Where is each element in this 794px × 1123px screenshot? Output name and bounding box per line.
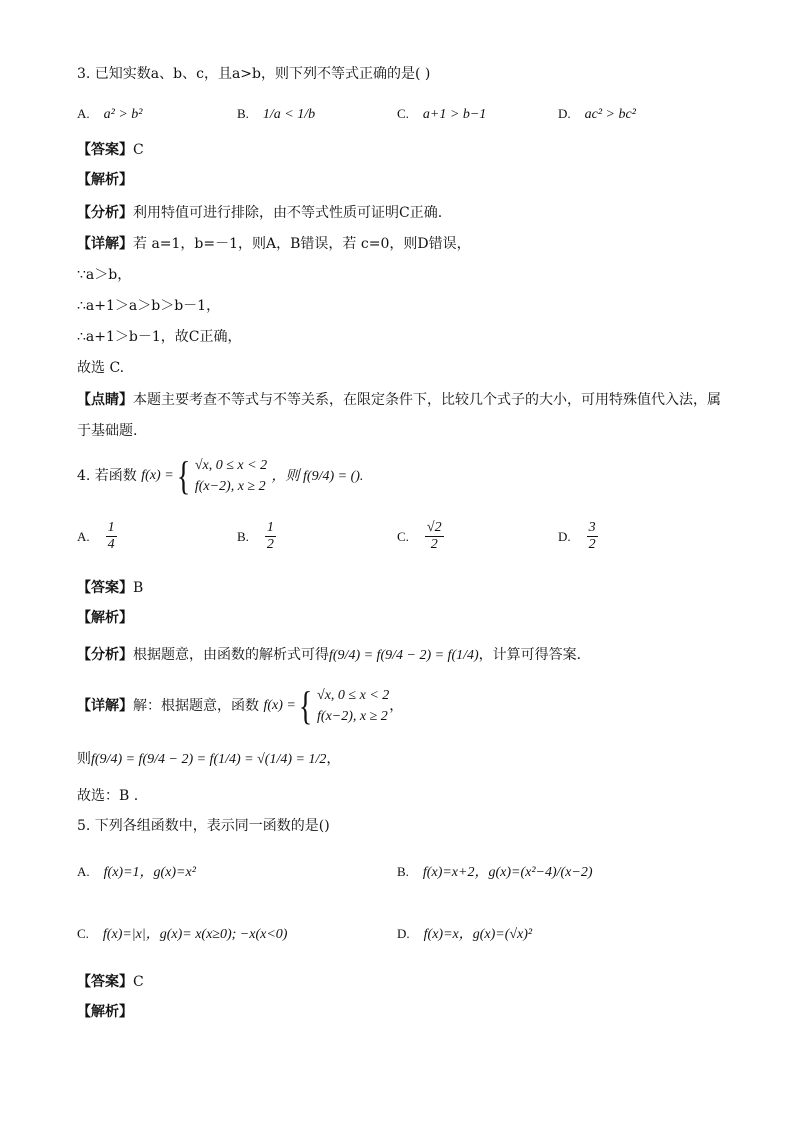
q3-dianjing: 【点睛】本题主要考查不等式与不等关系，在限定条件下，比较几个式子的大小，可用特殊值代入法，属	[77, 392, 721, 408]
q4-piecewise: f(x) = { √x, 0 ≤ x < 2 f(x−2), x ≥ 2	[141, 453, 268, 498]
q3-option-a: A. a² > b²	[77, 106, 143, 122]
q4-answer: 【答案】B	[77, 580, 144, 596]
q3-detail: 【详解】若 a=1，b=－1，则A，B错误，若 c=0，则D错误，	[77, 236, 471, 252]
q3-detail-line-4: ∴a+1＞b－1，故C正确，	[77, 329, 242, 345]
q5-option-d: D. f(x)=x，g(x)=(√x)²	[397, 926, 533, 942]
q3-detail-line-3: ∴a+1＞a＞b＞b－1，	[77, 298, 221, 314]
q4-then-line: 则f(9/4) = f(9/4 − 2) = f(1/4) = √(1/4) = 1/2，	[77, 751, 341, 767]
q5-answer: 【答案】C	[77, 974, 144, 990]
q4-option-a: A. $\frac{1}{4}$	[77, 520, 115, 552]
q5-stem: 5. 下列各组函数中，表示同一函数的是()	[77, 818, 330, 834]
q5-option-c: C. f(x)=|x|，g(x)= x(x≥0); −x(x<0)	[77, 926, 288, 942]
q3-dianjing-line-2: 于基础题.	[77, 423, 138, 439]
q3-stem: 3. 已知实数a、b、c，且a>b，则下列不等式正确的是( )	[77, 66, 431, 82]
q4-fenxi: 【分析】根据题意，由函数的解析式可得f(9/4) = f(9/4 − 2) = f(1/4)，计算可得答案.	[77, 647, 582, 663]
q5-option-a: A. f(x)=1，g(x)=x²	[77, 864, 196, 880]
q4-analysis-tag: 【解析】	[77, 610, 133, 626]
q3-answer: 【答案】C	[77, 142, 144, 158]
q4-stem: 4. 若函数 f(x) = { √x, 0 ≤ x < 2 f(x−2), x ≥ 2 ，则 f(9/4) = ().	[77, 453, 364, 498]
q3-detail-line-5: 故选 C.	[77, 360, 125, 376]
q3-detail-line-2: ∵a＞b，	[77, 267, 132, 283]
q4-option-d: D. $\frac{3}{2}$	[558, 520, 596, 552]
q3-option-b: B. 1/a < 1/b	[237, 106, 316, 122]
q5-analysis-tag: 【解析】	[77, 1004, 133, 1020]
q3-fenxi: 【分析】利用特值可进行排除，由不等式性质可证明C正确.	[77, 205, 443, 221]
q3-analysis-tag: 【解析】	[77, 172, 133, 188]
q4-detail: 【详解】解：根据题意，函数 f(x) = { √x, 0 ≤ x < 2 f(x−2), x ≥ 2 ，	[77, 683, 404, 728]
q5-option-b: B. f(x)=x+2，g(x)=(x²−4)/(x−2)	[397, 864, 593, 880]
q4-choose: 故选：B .	[77, 788, 139, 804]
q3-option-d: D. ac² > bc²	[558, 106, 636, 122]
q4-option-b: B. $\frac{1}{2}$	[237, 520, 274, 552]
q3-option-c: C. a+1 > b−1	[397, 106, 487, 122]
q4-option-c: C. $\frac{√2}{2}$	[397, 520, 442, 552]
